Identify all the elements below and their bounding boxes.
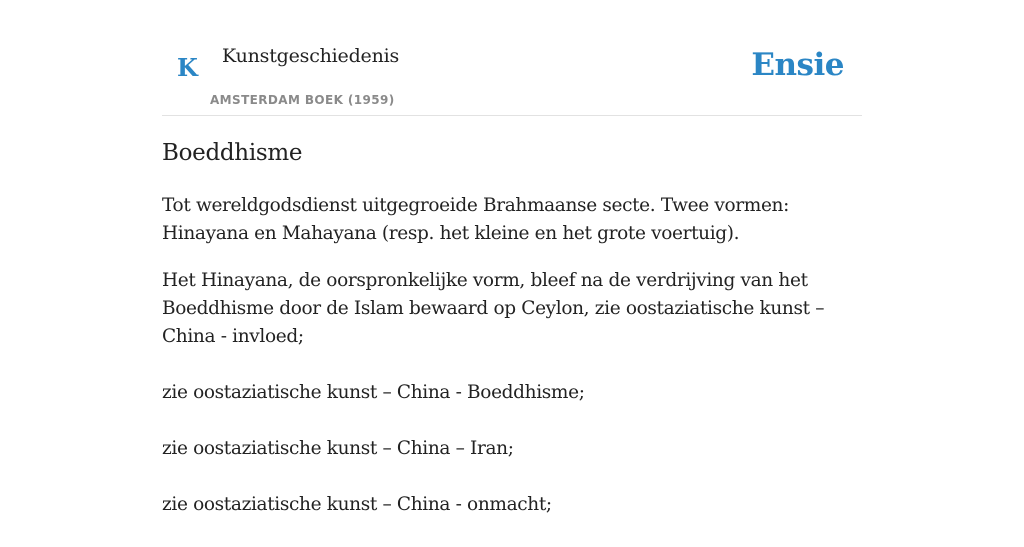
page-container	[162, 0, 862, 515]
book-letter-icon[interactable]: K	[177, 53, 198, 82]
article-paragraph: zie oostaziatische kunst – China - onmacht;	[162, 494, 552, 515]
article-paragraph: Het Hinayana, de oorspronkelijke vorm, bleef na de verdrijving van het Boeddhisme door de Islam bewaard op Ceylon, zie oostaziatische kunst – China - invloed;	[162, 270, 825, 347]
article-title: Boeddhisme	[162, 140, 303, 166]
brand-logo-link[interactable]: Ensie	[751, 47, 844, 83]
book-title-link[interactable]: Kunstgeschiedenis	[222, 45, 400, 67]
book-subtitle: AMSTERDAM BOEK (1959)	[210, 93, 395, 107]
article-body	[162, 192, 862, 547]
article-paragraph: zie oostaziatische kunst – China - Boeddhisme;	[162, 382, 585, 403]
article-paragraph: Tot wereldgodsdienst uitgegroeide Brahmaanse secte. Twee vormen: Hinayana en Mahayana (resp. het kleine en het grote voertuig).	[162, 195, 789, 244]
article-paragraph: zie oostaziatische kunst – China – Iran;	[162, 438, 514, 459]
page-header	[162, 0, 862, 116]
